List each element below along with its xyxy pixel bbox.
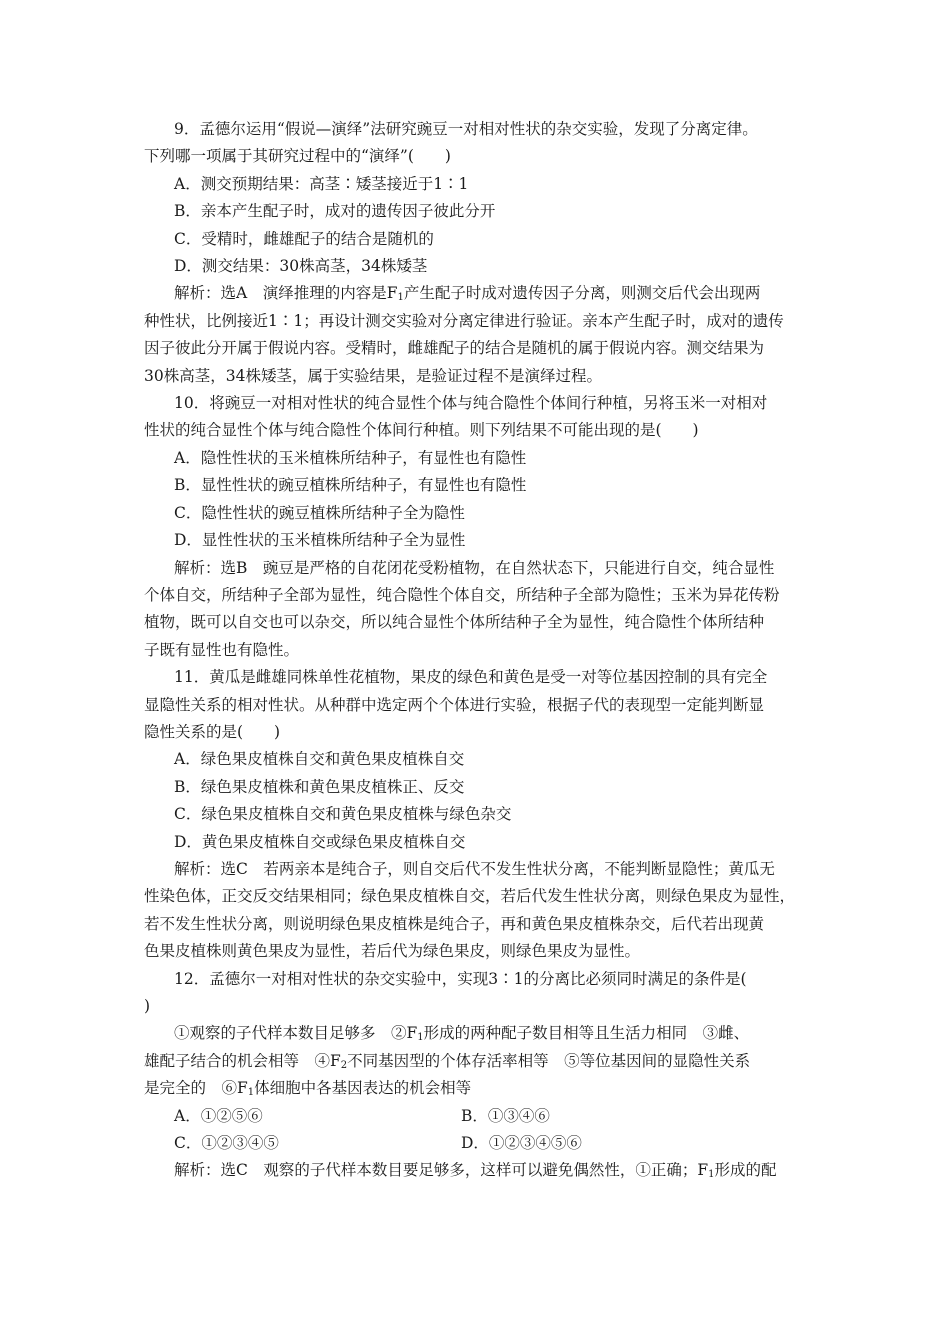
conditions-text: ①观察的子代样本数目足够多 ②F — [174, 1024, 418, 1043]
question-10-analysis-line-4: 子既有显性也有隐性。 — [144, 640, 300, 659]
conditions-text: 不同基因型的个体存活率相等 ⑤等位基因间的显隐性关系 — [347, 1051, 751, 1070]
question-10-option-c: C．隐性性状的豌豆植株所结种子全为隐性 — [174, 503, 465, 522]
question-11-option-d: D．黄色果皮植株自交或绿色果皮植株自交 — [174, 832, 466, 851]
question-9-option-b: B．亲本产生配子时，成对的遗传因子彼此分开 — [174, 202, 496, 221]
question-12-option-a: A．①②⑤⑥ — [174, 1106, 263, 1125]
question-9-analysis-line-2: 种性状，比例接近1∶1；再设计测交实验对分离定律进行验证。亲本产生配子时，成对的遗传 — [144, 311, 784, 330]
question-10-analysis-line-1: 解析：选B 豌豆是严格的自花闭花受粉植物，在自然状态下，只能进行自交，纯合显性 — [174, 558, 775, 577]
conditions-text: 体细胞中各基因表达的机会相等 — [254, 1079, 472, 1098]
subscript: 1 — [417, 1032, 424, 1044]
question-12-analysis-line-1 — [144, 1157, 820, 1184]
question-11-stem-line-3: 隐性关系的是( ) — [144, 722, 281, 741]
subscript: 1 — [247, 1087, 255, 1099]
analysis-text: 解析：选C 观察的子代样本数目要足够多，这样可以避免偶然性，①正确；F — [174, 1161, 709, 1180]
question-9-option-d: D．测交结果：30株高茎，34株矮茎 — [174, 257, 428, 276]
question-11-analysis-line-4: 色果皮植株则黄色果皮为显性，若后代为绿色果皮，则绿色果皮为显性。 — [144, 942, 641, 961]
question-12-option-d: D．①②③④⑤⑥ — [461, 1134, 582, 1153]
question-12-conditions-line-1 — [144, 1020, 820, 1047]
question-12-conditions-line-3 — [144, 1075, 820, 1102]
question-12-options-row-1 — [144, 1103, 820, 1130]
question-10-option-d: D．显性性状的玉米植株所结种子全为显性 — [174, 531, 466, 550]
question-11-option-a: A．绿色果皮植株自交和黄色果皮植株自交 — [174, 750, 465, 769]
question-9-stem-line-1: 9．孟德尔运用“假说—演绎”法研究豌豆一对相对性状的杂交实验，发现了分离定律。 — [174, 120, 758, 138]
subscript: 1 — [708, 1169, 715, 1181]
question-12 — [144, 966, 820, 1185]
question-11-stem-line-2: 显隐性关系的相对性状。从种群中选定两个个体进行实验，根据子代的表现型一定能判断显 — [144, 695, 765, 714]
conditions-text: 是完全的 ⑥F — [144, 1079, 248, 1098]
question-10-stem-line-2: 性状的纯合显性个体与纯合隐性个体间行种植。则下列结果不可能出现的是( ) — [144, 421, 699, 440]
conditions-text: 形成的两种配子数目相等且生活力相同 ③雌、 — [423, 1024, 750, 1043]
question-9-option-a: A．测交预期结果：高茎∶矮茎接近于1∶1 — [174, 174, 469, 193]
question-11-option-b: B．绿色果皮植株和黄色果皮植株正、反交 — [174, 777, 465, 796]
subscript: 2 — [340, 1059, 348, 1071]
question-10-option-a: A．隐性性状的玉米植株所结种子，有显性也有隐性 — [174, 448, 527, 467]
question-11-analysis-line-3: 若不发生性状分离，则说明绿色果皮植株是纯合子，再和黄色果皮植株杂交，后代若出现黄 — [144, 914, 765, 933]
question-12-option-c: C．①②③④⑤ — [174, 1134, 279, 1153]
analysis-text: 解析：选A 演绎推理的内容是F — [174, 284, 398, 303]
question-10-analysis-line-3: 植物，既可以自交也可以杂交，所以纯合显性个体所结种子全为显性，纯合隐性个体所结种 — [144, 613, 765, 632]
question-12-stem-line-1: 12．孟德尔一对相对性状的杂交实验中，实现3∶1的分离比必须同时满足的条件是( — [174, 969, 747, 988]
question-12-stem-line-2: ) — [144, 997, 151, 1015]
question-10 — [144, 390, 820, 664]
question-9-option-c: C．受精时，雌雄配子的结合是随机的 — [174, 229, 434, 248]
question-11-analysis-line-2: 性染色体，正交反交结果相同；绿色果皮植株自交，若后代发生性状分离，则绿色果皮为显性， — [144, 887, 796, 906]
question-11 — [144, 664, 820, 965]
question-12-option-b: B．①③④⑥ — [461, 1106, 550, 1125]
subscript: 1 — [397, 292, 404, 304]
question-9-analysis-line-1 — [144, 280, 820, 307]
question-9 — [144, 116, 820, 390]
question-10-analysis-line-2: 个体自交，所结种子全部为显性，纯合隐性个体自交，所结种子全部为隐性；玉米为异花传粉 — [144, 585, 780, 604]
question-11-option-c: C．绿色果皮植株自交和黄色果皮植株与绿色杂交 — [174, 805, 512, 824]
question-9-stem-line-2: 下列哪一项属于其研究过程中的“演绎”( ) — [144, 147, 451, 166]
analysis-text: 形成的配 — [714, 1161, 777, 1180]
question-9-analysis-line-4: 30株高茎，34株矮茎，属于实验结果，是验证过程不是演绎过程。 — [144, 366, 602, 385]
question-10-stem-line-1: 10．将豌豆一对相对性状的纯合显性个体与纯合隐性个体间行种植，另将玉米一对相对 — [174, 394, 768, 413]
question-11-analysis-line-1: 解析：选C 若两亲本是纯合子，则自交后代不发生性状分离，不能判断显隐性；黄瓜无 — [174, 859, 775, 878]
question-12-conditions-line-2 — [144, 1048, 820, 1075]
question-11-stem-line-1: 11．黄瓜是雌雄同株单性花植物，果皮的绿色和黄色是受一对等位基因控制的具有完全 — [174, 668, 768, 687]
question-10-option-b: B．显性性状的豌豆植株所结种子，有显性也有隐性 — [174, 476, 527, 495]
conditions-text: 雄配子结合的机会相等 ④F — [144, 1051, 341, 1070]
question-9-analysis-line-3: 因子彼此分开属于假说内容。受精时，雌雄配子的结合是随机的属于假说内容。测交结果为 — [144, 339, 765, 358]
question-12-options-row-2 — [144, 1130, 820, 1157]
analysis-text: 产生配子时成对遗传因子分离，则测交后代会出现两 — [403, 284, 761, 303]
